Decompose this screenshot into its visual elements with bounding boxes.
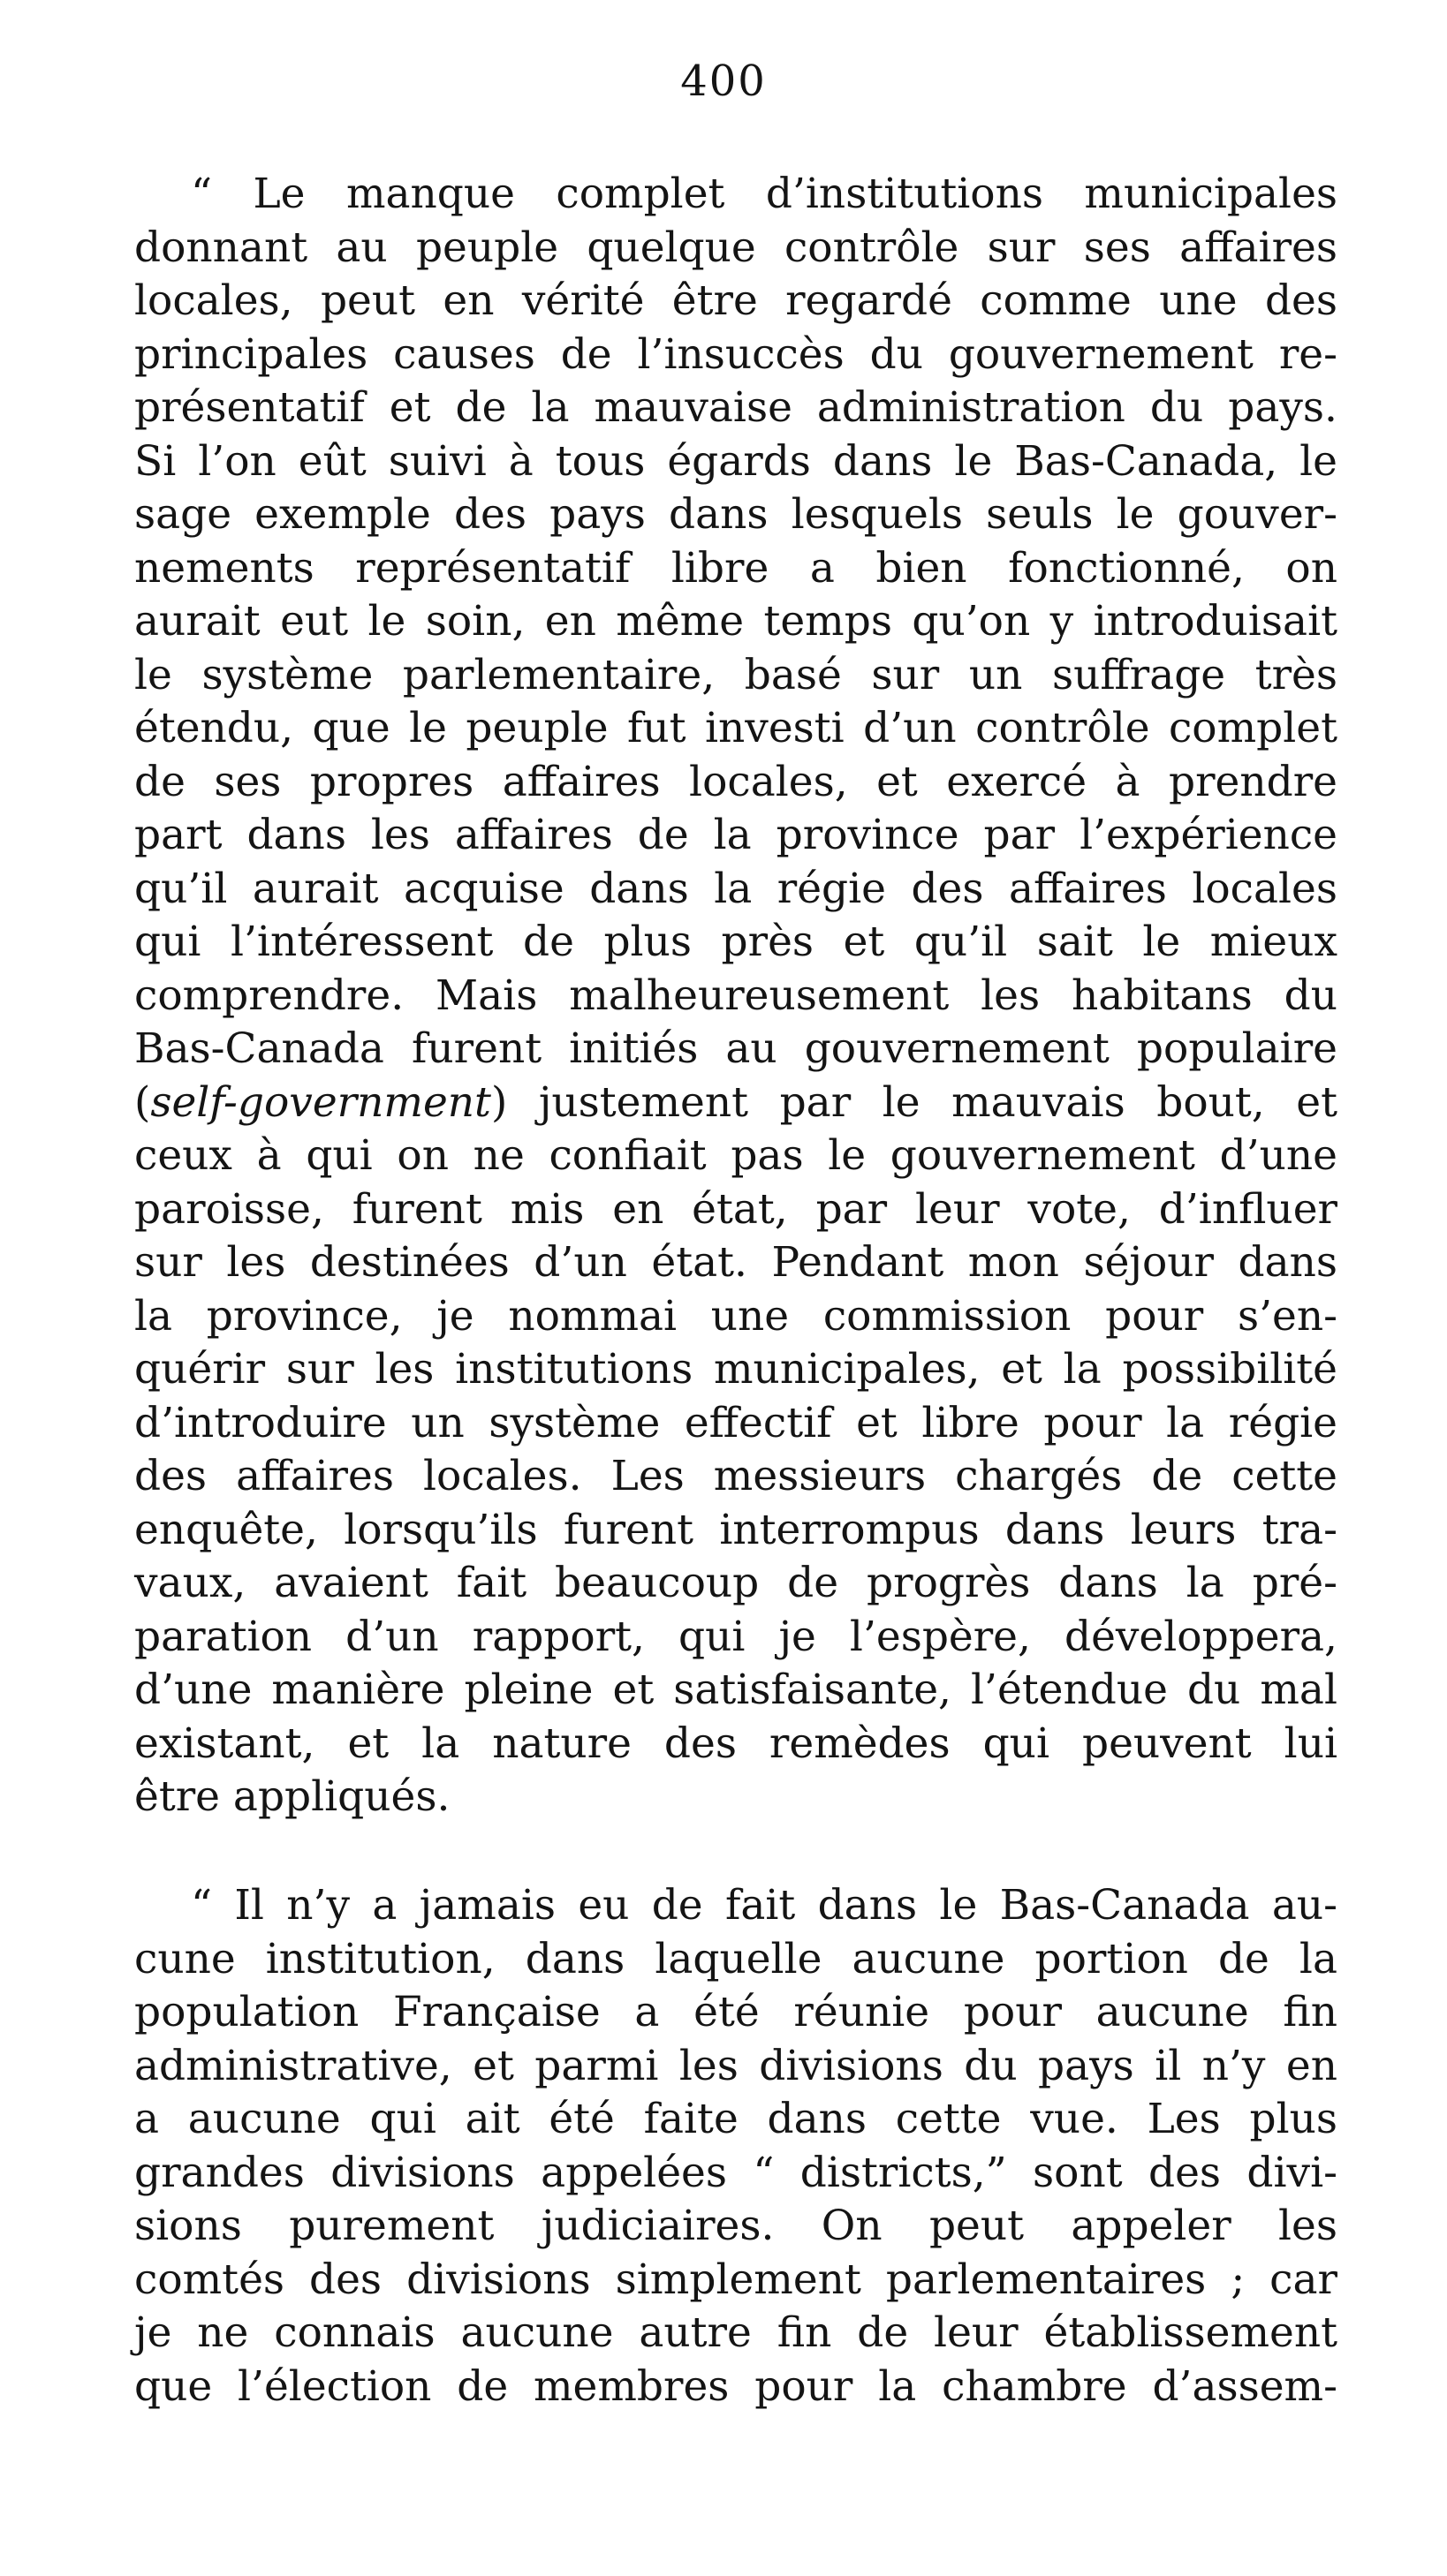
text-line: je ne connais aucune autre fin de leur établissement bbox=[134, 2308, 1337, 2357]
text-line: aurait eut le soin, en même temps qu’on y introduisait bbox=[134, 597, 1337, 646]
text-line: a aucune qui ait été faite dans cette vue. Les plus bbox=[134, 2095, 1337, 2143]
text-line: Si l’on eût suivi à tous égards dans le Bas-Canada, le bbox=[134, 436, 1337, 486]
text-line: administrative, et parmi les divisions du pays il n’y en bbox=[134, 2041, 1337, 2090]
text-line: “ Le manque complet d’institutions municipales bbox=[191, 170, 1337, 218]
line-remainder: ) justement par le mauvais bout, et bbox=[490, 1077, 1337, 1127]
paragraph-1 bbox=[134, 168, 1337, 1824]
open-paren: ( bbox=[134, 1077, 151, 1127]
text-line: le système parlementaire, basé sur un suffrage très bbox=[134, 650, 1337, 699]
paragraph-2 bbox=[134, 1879, 1337, 2414]
text-line: existant, et la nature des remèdes qui peuvent lui bbox=[134, 1719, 1337, 1768]
text-line: de ses propres affaires locales, et exercé à prendre bbox=[134, 757, 1337, 806]
text-line: population Française a été réunie pour aucune fin bbox=[134, 1988, 1337, 2036]
text-line: vaux, avaient fait beaucoup de progrès dans la pré- bbox=[134, 1559, 1337, 1607]
text-line: Bas-Canada furent initiés au gouvernement populaire bbox=[134, 1024, 1337, 1073]
text-line: cune institution, dans laquelle aucune portion de la bbox=[134, 1934, 1337, 1983]
text-line: sur les destinées d’un état. Pendant mon séjour dans bbox=[134, 1238, 1337, 1287]
page-number: 400 bbox=[680, 57, 767, 106]
text-line: comprendre. Mais malheureusement les habitans du bbox=[134, 971, 1337, 1020]
text-line: enquête, lorsqu’ils furent interrompus dans leurs tra- bbox=[134, 1505, 1337, 1554]
text-line: être appliqués. bbox=[134, 1772, 451, 1821]
text-line: part dans les affaires de la province par l’expérience bbox=[134, 811, 1337, 859]
text-line: principales causes de l’insuccès du gouvernement re- bbox=[134, 329, 1337, 379]
text-line: ceux à qui on ne confiait pas le gouvernement d’une bbox=[134, 1131, 1337, 1180]
text-line: donnant au peuple quelque contrôle sur ses affaires bbox=[134, 223, 1337, 272]
text-line: la province, je nommai une commission pour s’en- bbox=[134, 1291, 1337, 1341]
text-line: d’une manière pleine et satisfaisante, l’étendue du mal bbox=[134, 1666, 1337, 1714]
text-line: paroisse, furent mis en état, par leur vote, d’influer bbox=[134, 1184, 1337, 1234]
text-line: paration d’un rapport, qui je l’espère, développera, bbox=[134, 1612, 1337, 1661]
italic-phrase: self-government bbox=[150, 1077, 491, 1127]
text-line: sage exemple des pays dans lesquels seuls le gouver- bbox=[134, 490, 1337, 539]
text-line: quérir sur les institutions municipales, et la possibilité bbox=[134, 1345, 1337, 1394]
text-line: “ Il n’y a jamais eu de fait dans le Bas-Canada au- bbox=[191, 1881, 1337, 1930]
text-line: d’introduire un système effectif et libre pour la régie bbox=[134, 1398, 1337, 1447]
text-line: qui l’intéressent de plus près et qu’il sait le mieux bbox=[134, 918, 1337, 966]
text-line: comtés des divisions simplement parlementaires ; car bbox=[134, 2255, 1337, 2304]
text-line-italic-phrase bbox=[134, 1076, 1337, 1130]
text-line: que l’élection de membres pour la chambre d’assem- bbox=[134, 2361, 1337, 2411]
text-line: grandes divisions appelées “ districts,” sont des divi- bbox=[134, 2148, 1337, 2197]
text-line: étendu, que le peuple fut investi d’un contrôle complet bbox=[134, 704, 1337, 752]
text-line: sions purement judiciaires. On peut appeler les bbox=[134, 2202, 1337, 2250]
text-line: des affaires locales. Les messieurs chargés de cette bbox=[134, 1452, 1337, 1500]
text-line: présentatif et de la mauvaise administration du pays. bbox=[134, 383, 1337, 432]
text-line: nements représentatif libre a bien fonctionné, on bbox=[134, 543, 1337, 593]
text-line: locales, peut en vérité être regardé comme une des bbox=[134, 276, 1337, 325]
text-line: qu’il aurait acquise dans la régie des affaires locales bbox=[134, 864, 1337, 913]
